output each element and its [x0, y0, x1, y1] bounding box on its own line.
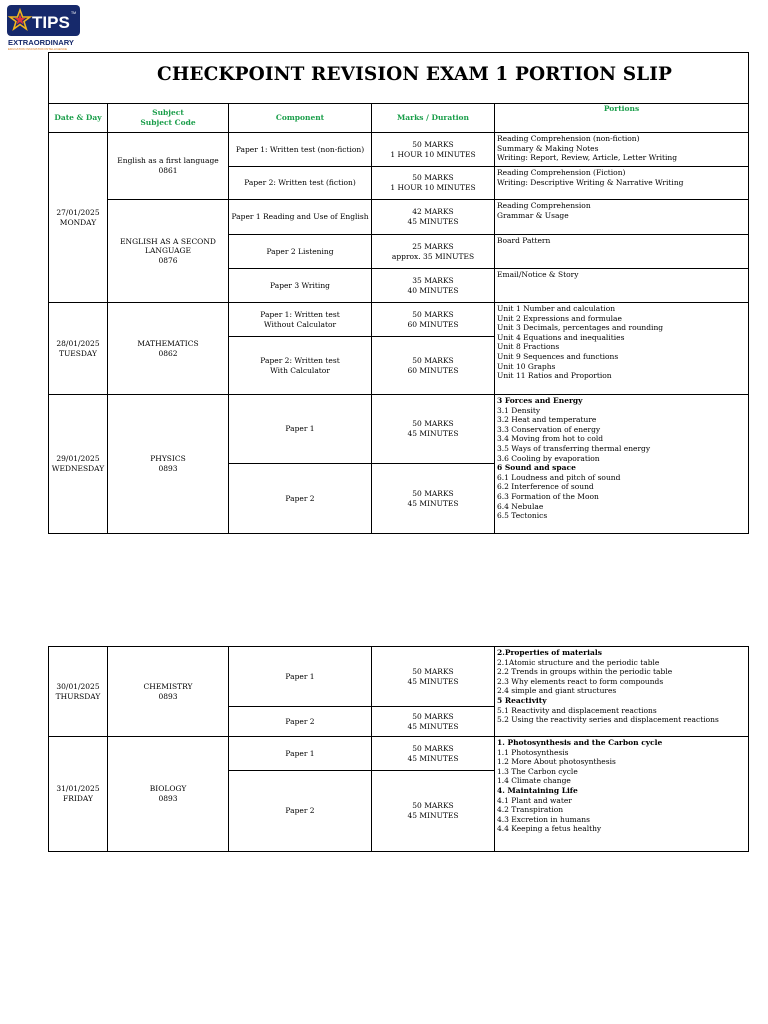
marks-cell: 50 MARKS 1 HOUR 10 MINUTES — [372, 133, 495, 167]
subject-cell: BIOLOGY 0893 — [108, 737, 229, 852]
logo-subline: EDUCATION INNOVATION INTELLIGENCE — [8, 47, 68, 51]
marks-cell: 50 MARKS 45 MINUTES — [372, 737, 495, 771]
marks-cell: 50 MARKS 60 MINUTES — [372, 337, 495, 395]
marks-cell: 42 MARKS 45 MINUTES — [372, 200, 495, 235]
marks-cell: 50 MARKS 45 MINUTES — [372, 464, 495, 534]
logo-brand: TIPS — [32, 13, 70, 32]
portions-cell: 3 Forces and Energy 3.1 Density 3.2 Heat and temperature 3.3 Conservation of energy 3.4 Moving from hot to cold 3.5 Ways of transferring thermal energy 3.6 Cooling by evaporation 6 Sound and space 6.1 Loudness and pitch of sound 6.2 Interference of sound 6.3 Formation of the Moon 6.4 Nebulae 6.5 Tectonics — [495, 395, 749, 534]
portion-table-2 — [48, 646, 749, 852]
marks-cell: 25 MARKS approx. 35 MINUTES — [372, 235, 495, 269]
portions-cell: Board Pattern — [495, 235, 749, 269]
portions-cell: Reading Comprehension (Fiction) Writing: Descriptive Writing & Narrative Writing — [495, 167, 749, 200]
header-row — [49, 104, 749, 133]
table-row — [49, 737, 749, 771]
header-portions: Portions — [495, 104, 749, 133]
component-cell: Paper 3 Writing — [229, 269, 372, 303]
marks-cell: 50 MARKS 45 MINUTES — [372, 395, 495, 464]
date-cell: 30/01/2025 THURSDAY — [49, 647, 108, 737]
subject-cell: ENGLISH AS A SECOND LANGUAGE 0876 — [108, 200, 229, 303]
component-cell: Paper 1: Written test Without Calculator — [229, 303, 372, 337]
subject-cell: CHEMISTRY 0893 — [108, 647, 229, 737]
component-cell: Paper 1 Reading and Use of English — [229, 200, 372, 235]
portion-table-1 — [48, 52, 749, 534]
portions-cell: Email/Notice & Story — [495, 269, 749, 303]
table-row — [49, 200, 749, 235]
component-cell: Paper 2 — [229, 771, 372, 852]
component-cell: Paper 2: Written test (fiction) — [229, 167, 372, 200]
svg-text:TM: TM — [71, 11, 77, 15]
portions-cell: 1. Photosynthesis and the Carbon cycle 1.1 Photosynthesis 1.2 More About photosynthesis 1.3 The Carbon cycle 1.4 Climate change 4. Maintaining Life 4.1 Plant and water 4.2 Transpiration 4.3 Excretion in humans 4.4 Keeping a fetus healthy — [495, 737, 749, 852]
portions-cell: Reading Comprehension (non-fiction) Summary & Making Notes Writing: Report, Review, Article, Letter Writing — [495, 133, 749, 167]
component-cell: Paper 2 Listening — [229, 235, 372, 269]
subject-cell: MATHEMATICS 0862 — [108, 303, 229, 395]
component-cell: Paper 2 — [229, 707, 372, 737]
marks-cell: 50 MARKS 45 MINUTES — [372, 647, 495, 707]
component-cell: Paper 1 — [229, 737, 372, 771]
marks-cell: 50 MARKS 60 MINUTES — [372, 303, 495, 337]
tips-logo — [7, 5, 80, 51]
component-cell: Paper 2: Written test With Calculator — [229, 337, 372, 395]
component-cell: Paper 2 — [229, 464, 372, 534]
date-cell: 28/01/2025 TUESDAY — [49, 303, 108, 395]
portions-cell: Unit 1 Number and calculation Unit 2 Expressions and formulae Unit 3 Decimals, percentages and rounding Unit 4 Equations and inequalities Unit 8 Fractions Unit 9 Sequences and functions Unit 10 Graphs Unit 11 Ratios and Proportion — [495, 303, 749, 395]
component-cell: Paper 1: Written test (non-fiction) — [229, 133, 372, 167]
header-marks-duration: Marks / Duration — [372, 104, 495, 133]
portions-cell: Reading Comprehension Grammar & Usage — [495, 200, 749, 235]
title-cell — [49, 53, 749, 104]
subject-cell: PHYSICS 0893 — [108, 395, 229, 534]
title-row — [49, 53, 749, 104]
date-cell: 31/01/2025 FRIDAY — [49, 737, 108, 852]
subject-cell: English as a first language 0861 — [108, 133, 229, 200]
table-row — [49, 395, 749, 464]
header-date-day: Date & Day — [49, 104, 108, 133]
marks-cell: 50 MARKS 45 MINUTES — [372, 707, 495, 737]
logo-tagline: EXTRAORDINARY — [8, 38, 74, 47]
page-title: CHECKPOINT REVISION EXAM 1 PORTION SLIP — [157, 64, 673, 85]
date-cell: 29/01/2025 WEDNESDAY — [49, 395, 108, 534]
table-row — [49, 303, 749, 337]
marks-cell: 50 MARKS 1 HOUR 10 MINUTES — [372, 167, 495, 200]
portions-cell: 2.Properties of materials 2.1Atomic structure and the periodic table 2.2 Trends in groups within the periodic table 2.3 Why elements react to form compounds 2.4 simple and giant structures 5 Reactivity 5.1 Reactivity and displacement reactions 5.2 Using the reactivity series and displacement reactions — [495, 647, 749, 737]
header-component: Component — [229, 104, 372, 133]
component-cell: Paper 1 — [229, 647, 372, 707]
table-row — [49, 647, 749, 707]
marks-cell: 50 MARKS 45 MINUTES — [372, 771, 495, 852]
header-subject: Subject Subject Code — [108, 104, 229, 133]
table-row — [49, 133, 749, 167]
component-cell: Paper 1 — [229, 395, 372, 464]
marks-cell: 35 MARKS 40 MINUTES — [372, 269, 495, 303]
date-cell: 27/01/2025 MONDAY — [49, 133, 108, 303]
